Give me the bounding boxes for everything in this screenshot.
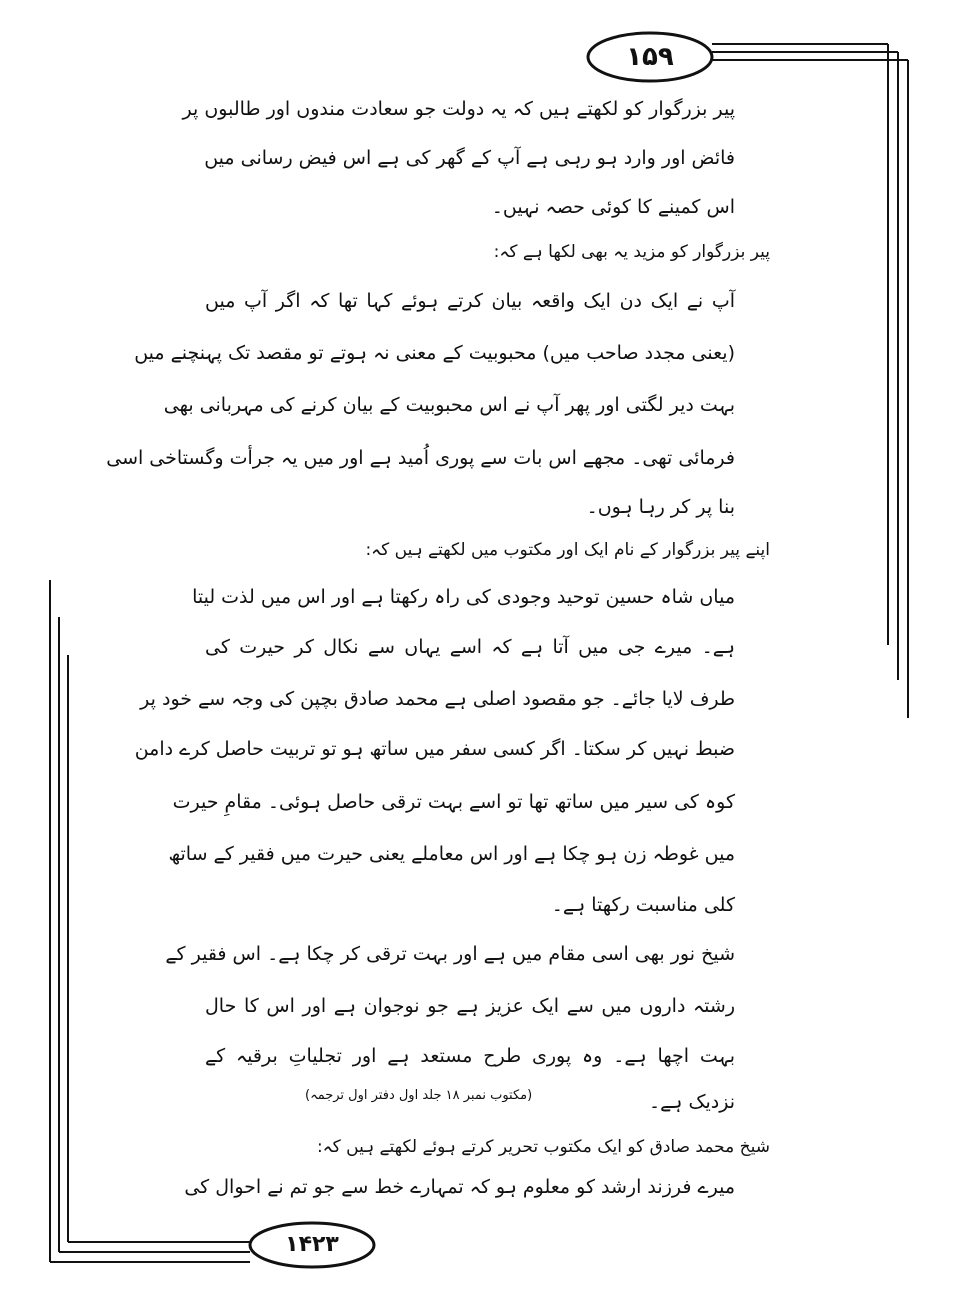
text-line: فرمائی تھی۔ مجھے اس بات سے پوری اُمید ہے اور میں یہ جرأت وگستاخی اسی — [106, 447, 735, 469]
text-line: اس کمینے کا کوئی حصہ نہیں۔ — [491, 196, 735, 218]
text-line: ہے۔ میرے جی میں آتا ہے کہ اسے یہاں سے نکال کر حیرت کی — [205, 636, 735, 658]
text-line: بہت دیر لگتی اور پھر آپ نے اس محبوبیت کے بیان کرنے کی مہربانی بھی — [163, 394, 735, 416]
text-line: شیخ نور بھی اسی مقام میں ہے اور بہت ترقی کر چکا ہے۔ اس فقیر کے — [165, 943, 735, 965]
text-line: میاں شاہ حسین توحید وجودی کی راہ رکھتا ہے اور اس میں لذت لیتا — [192, 586, 735, 608]
text-line: کوہ کی سیر میں ساتھ تھا تو اسے بہت ترقی حاصل ہوئی۔ مقامِ حیرت — [172, 791, 735, 813]
bottom-page-number: ۱۴۲۳ — [285, 1232, 339, 1257]
text-line: طرف لایا جائے۔ جو مقصود اصلی ہے محمد صادق بچپن کی وجہ سے خود پر — [140, 688, 735, 710]
text-line: نزدیک ہے۔ — [649, 1091, 735, 1113]
text-line: میرے فرزند ارشد کو معلوم ہو کہ تمہارے خط سے جو تم نے احوال کی — [184, 1176, 735, 1198]
text-line: پیر بزرگوار کو لکھتے ہیں کہ یہ دولت جو سعادت مندوں اور طالبوں پر — [182, 98, 735, 120]
section-heading: پیر بزرگوار کو مزید یہ بھی لکھا ہے کہ: — [493, 242, 770, 262]
section-heading: اپنے پیر بزرگوار کے نام ایک اور مکتوب میں لکھتے ہیں کہ: — [365, 540, 770, 560]
text-line: بہت اچھا ہے۔ وہ پوری طرح مستعد ہے اور تجلیاتِ برقیہ کے — [205, 1045, 735, 1067]
text-line: آپ نے ایک دن ایک واقعہ بیان کرتے ہوئے کہا تھا کہ اگر آپ میں — [205, 290, 735, 312]
text-line: (یعنی مجدد صاحب میں) محبوبیت کے معنی نہ ہوتے تو مقصد تک پہنچنے میں — [134, 342, 735, 364]
text-line: میں غوطہ زن ہو چکا ہے اور اس معاملے یعنی حیرت میں فقیر کے ساتھ — [168, 843, 735, 865]
text-line: فائض اور وارد ہو رہی ہے آپ کے گھر کی ہے اس فیض رسانی میں — [204, 147, 735, 169]
top-page-number: ۱۵۹ — [626, 42, 674, 72]
text-line: بنا پر کر رہا ہوں۔ — [586, 496, 735, 518]
citation: (مکتوب نمبر ۱۸ جلد اول دفتر اول ترجمہ) — [305, 1088, 533, 1103]
text-line: کلی مناسبت رکھتا ہے۔ — [551, 894, 735, 916]
text-line: رشتہ داروں میں سے ایک عزیز ہے جو نوجوان ہے اور اس کا حال — [205, 995, 735, 1017]
text-line: ضبط نہیں کر سکتا۔ اگر کسی سفر میں ساتھ ہو تو تربیت حاصل کرے دامن — [134, 738, 735, 760]
section-heading: شیخ محمد صادق کو ایک مکتوب تحریر کرتے ہوئے لکھتے ہیں کہ: — [316, 1137, 770, 1157]
